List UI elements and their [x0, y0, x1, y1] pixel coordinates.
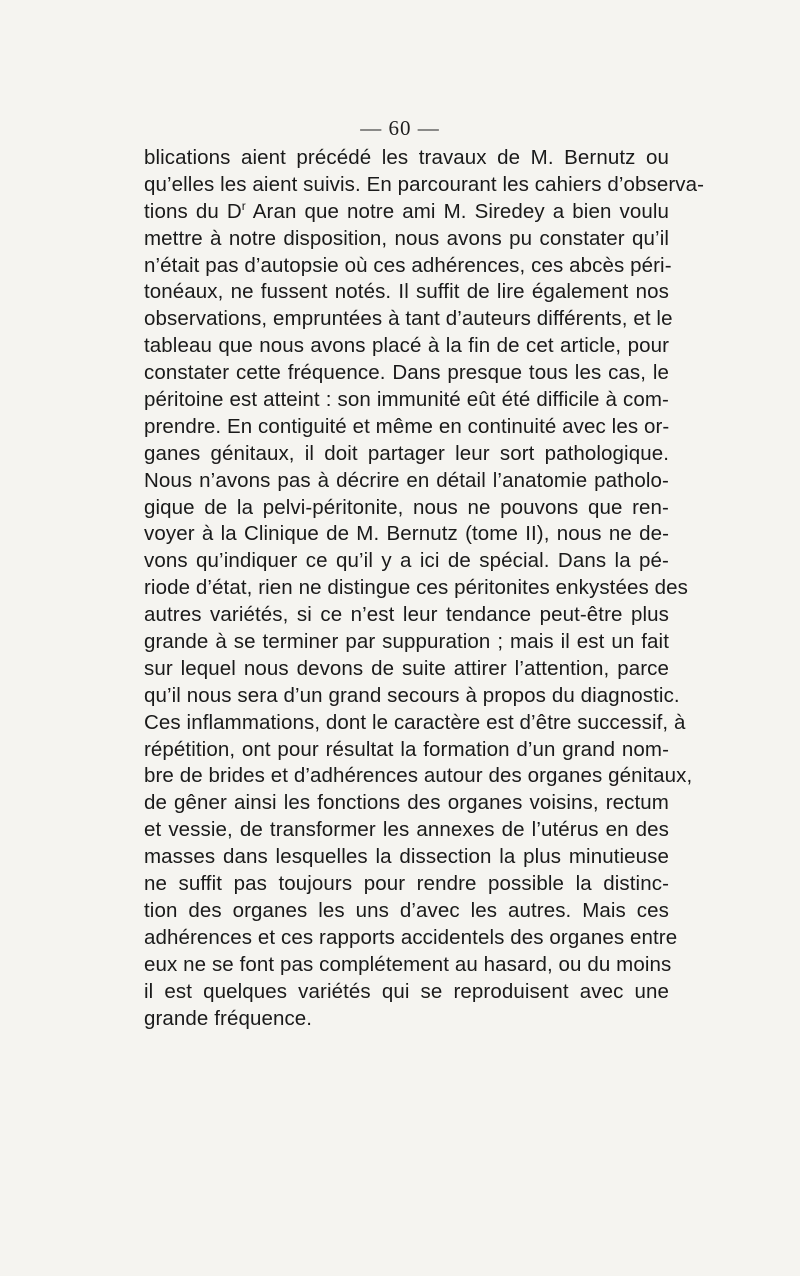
text-line: observations, empruntées à tant d’auteurs différents, et le — [144, 307, 673, 331]
text-line: Nous n’avons pas à décrire en détail l’anatomie patholo- — [144, 468, 669, 492]
text-line: masses dans lesquelles la dissection la plus minutieuse — [144, 845, 669, 869]
text-line: sur lequel nous devons de suite attirer l’attention, parce — [144, 656, 669, 680]
text-line: eux ne se font pas complétement au hasard, ou du moins — [144, 952, 672, 976]
text-line: gique de la pelvi-péritonite, nous ne pouvons que ren- — [144, 495, 669, 519]
text-line: péritoine est atteint : son immunité eût été difficile à com- — [144, 388, 669, 412]
text-line: et vessie, de transformer les annexes de l’utérus en des — [144, 818, 669, 842]
body-text — [144, 145, 705, 1032]
text-line: ganes génitaux, il doit partager leur sort pathologique. — [144, 441, 669, 465]
text-line: répétition, ont pour résultat la formation d’un grand nom- — [144, 737, 669, 761]
text-line: qu’elles les aient suivis. En parcourant les cahiers d’observa- — [144, 172, 705, 196]
text-line: vons qu’indiquer ce qu’il y a ici de spécial. Dans la pé- — [144, 549, 669, 573]
text-line: de gêner ainsi les fonctions des organes voisins, rectum — [144, 791, 669, 815]
text-line — [144, 199, 669, 226]
text-line: ne suffit pas toujours pour rendre possible la distinc- — [144, 872, 669, 896]
text-line: riode d’état, rien ne distingue ces péritonites enkystées des — [144, 576, 688, 600]
text-line: blications aient précédé les travaux de M. Bernutz ou — [144, 146, 669, 169]
text-line: Ces inflammations, dont le caractère est d’être successif, à — [144, 710, 686, 734]
text-line: tableau que nous avons placé à la fin de cet article, pour — [144, 334, 669, 358]
text-line: autres variétés, si ce n’est leur tendance peut-être plus — [144, 603, 669, 627]
superscript: r — [241, 198, 246, 213]
text-line: prendre. En contiguité et même en continuité avec les or- — [144, 414, 670, 438]
page-number: — 60 — — [360, 116, 440, 140]
text-line: bre de brides et d’adhérences autour des organes génitaux, — [144, 764, 693, 788]
text-line: mettre à notre disposition, nous avons pu constater qu’il — [144, 226, 669, 250]
text-line: adhérences et ces rapports accidentels des organes entre — [144, 925, 678, 949]
text-line: n’était pas d’autopsie où ces adhérences, ces abcès péri- — [144, 253, 672, 277]
text-line: tion des organes les uns d’avec les autres. Mais ces — [144, 898, 669, 922]
text-fragment: tions du D — [144, 199, 242, 223]
text-line: qu’il nous sera d’un grand secours à propos du diagnostic. — [144, 683, 680, 707]
text-line: voyer à la Clinique de M. Bernutz (tome II), nous ne de- — [144, 522, 669, 546]
text-line: grande à se terminer par suppuration ; mais il est un fait — [144, 630, 669, 654]
text-line: tonéaux, ne fussent notés. Il suffit de lire également nos — [144, 280, 669, 304]
text-line: grande fréquence. — [144, 1006, 313, 1030]
text-line: il est quelques variétés qui se reproduisent avec une — [144, 979, 669, 1003]
text-line: constater cette fréquence. Dans presque tous les cas, le — [144, 361, 669, 385]
text-fragment: Aran que notre ami M. Siredey a bien voulu — [245, 199, 669, 223]
